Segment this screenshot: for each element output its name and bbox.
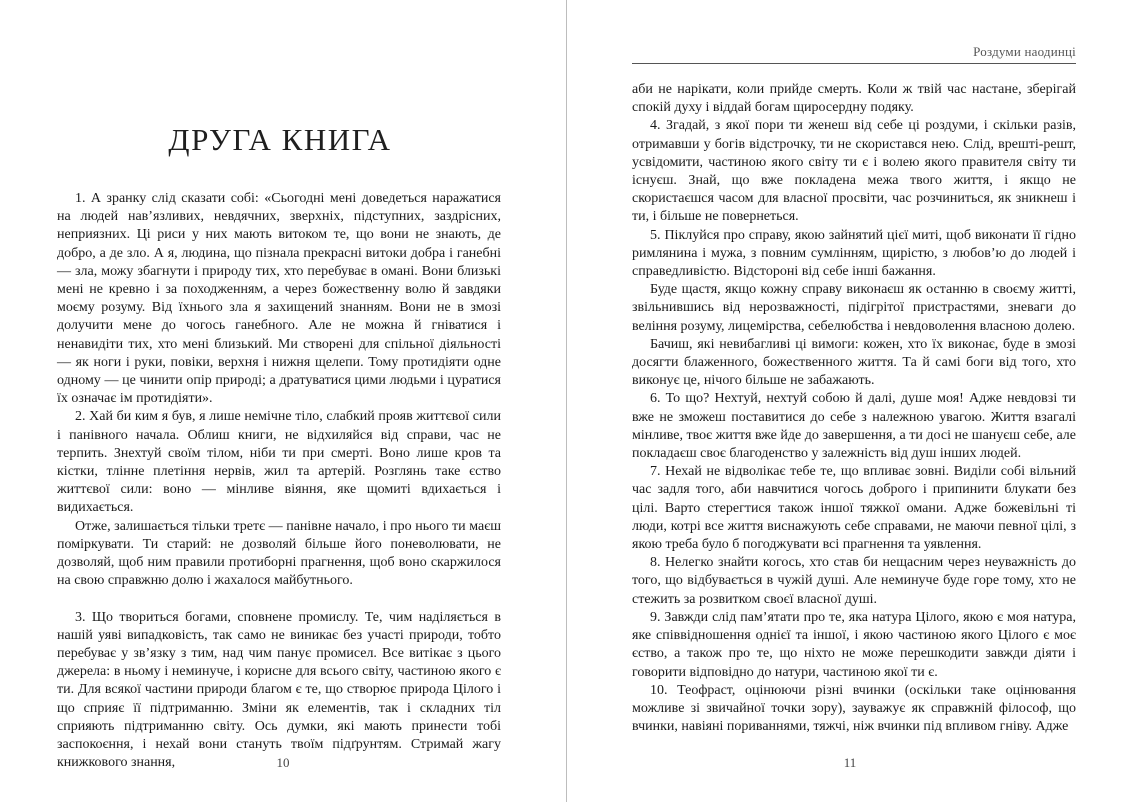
- paragraph: 1. А зранку слід сказати собі: «Сьогодні мені доведеться наражатися на людей нав’язливих, невдячних, зверхніх, підступних, заздрісних, неприязних. Ці риси у них мають витоком те, що вони не знають, де добро, а де зло. А я, людина, що пізнала прекрасні витоки добра і ганебні — зла, можу збагнути і природу тих, хто перебуває в омані. Вони близькі мені не кревно і за походженням, а через божественну волю й завдяки моєму розуму. Від їхнього зла я захищений знанням. Вони не в змозі долучити мене до чогось ганебного. Але не можна й гніватися і ненавидіти тих, хто мені близький. Ми створені для спільної діяльності — як ноги і руки, повіки, верхня і нижня щелепи. Тому протидіяти одне одному — це чинити опір природі; а дратуватися цими людьми і цуратися їх означає ім протидіяти».: [57, 191, 501, 407]
- right-page-text: [632, 81, 1076, 736]
- paragraph: 5. Піклуйся про справу, якою зайнятий цієї миті, щоб виконати її гідно римлянина і мужа, з повним сумлінням, щирістю, з любов’ю до людей і справедливістю. Відстороні від себе інші бажання.: [632, 227, 1076, 280]
- paragraph: Буде щастя, якщо кожну справу виконаєш як останню в своєму житті, звільнившись від нерозважності, підігрітої пристрастями, зневаги до веління розуму, лицемірства, себелюбства і невдоволення власною долею.: [632, 282, 1076, 334]
- left-page: [0, 0, 566, 802]
- page-number-left: 10: [276, 755, 290, 770]
- right-page: [567, 0, 1133, 802]
- paragraph: Отже, залишається тільки третє — панівне начало, і про нього ти маєш поміркувати. Ти старий: не дозволяй більше його поневолювати, не дозволяй, щоб ним правили протиборні прагнення, щоб воно скаржилося на свою справжню долю і жахалося майбутнього.: [57, 518, 501, 589]
- paragraph: 4. Згадай, з якої пори ти женеш від себе ці роздуми, і скільки разів, отримавши у богів відстрочку, ти не скористався нею. Слід, врешті-решт, усвідомити, частиною якого світу ти є і волею якого правителя світу ти існуєш. Знай, що вже покладена межа твого життя, і якщо не скористаєшся часом для власної просвіти, час розчиниться, як зникнеш і ти, і більше не повернеться.: [632, 118, 1076, 225]
- paragraph: 9. Завжди слід пам’ятати про те, яка натура Цілого, якою є моя натура, яке співвідношення однієї та іншої, і якою частиною якого Цілого є моє єство, а також про те, що ніхто не може перешкодити завжди діяти і говорити відповідно до натури, частиною якої ти є.: [632, 609, 1076, 680]
- paragraph: 8. Нелегко знайти когось, хто став би нещасним через неуважність до того, що відбувається в чужій душі. Але неминуче буде горе тому, хто не стежить за розвитком своєї власної душі.: [632, 555, 1076, 607]
- page-number-right: 11: [843, 755, 857, 770]
- paragraph: 3. Що твориться богами, сповнене промислу. Те, чим наділяється в нашій уяві випадковість, так само не виникає без участі природи, тобто перебуває у зв’язку з тим, над чим панує промисел. Все витікає з цього джерела: в ньому і неминуче, і корисне для всього світу, частиною якого є ти. Для всякої частини природи благом є те, що створює природа Цілого і що сприяє її підтриманню. Зміни як елементів, так і складних тіл сприяють підтриманню світу. Ось думки, які мають принести тобі заспокоєння, і нехай вони стануть твоїм підґрунтям. Стримай жагу книжкового знання,: [57, 609, 501, 771]
- paragraph: 2. Хай би ким я був, я лише немічне тіло, слабкий прояв життєвої сили і панівного начала. Облиш книги, не відхиляйся від справи, час не терпить. Знехтуй своїм тілом, ніби ти при смерті. Воно лише кров та кістки, тлінне плетіння нервів, жил та артерій. Розглянь таке єство життєвої сили: воно — мінливе віяння, яке щомиті вдихається і видихається.: [57, 409, 501, 516]
- paragraph: 7. Нехай не відволікає тебе те, що впливає зовні. Виділи собі вільний час задля того, аби навчитися чогось доброго і припинити блукати без цілі. Варто стерегтися також іншої тяжкої омани. Адже божевільні ті люди, котрі все життя виснажують себе справами, не маючи певної цілі, з якою треба було б погоджувати всі прагнення та уявлення.: [632, 464, 1076, 553]
- paragraph: 10. Теофраст, оцінюючи різні вчинки (оскільки таке оцінювання можливе зі звичайної точки зору), зауважує як справжній філософ, що вчинки, навіяні пориваннями, тяжчі, ніж вчинки під впливом гніву. Адже: [632, 682, 1076, 735]
- running-head: Роздуми наодинці: [632, 44, 1076, 64]
- paragraph: Бачиш, які невибагливі ці вимоги: кожен, хто їх виконає, буде в змозі досягти блаженного, божественного життя. Та й самі боги від того, хто виконує це, нічого більше не забажають.: [632, 336, 1076, 389]
- paragraph: аби не нарікати, коли прийде смерть. Коли ж твій час настане, зберігай спокій духу і віддай богам щиросердну подяку.: [632, 82, 1076, 116]
- left-page-text: [57, 190, 501, 772]
- paragraph: 6. То що? Нехтуй, нехтуй собою й далі, душе моя! Адже невдовзі ти вже не зможеш поставитися до себе з належною увагою. Життя взагалі мінливе, твоє життя вже йде до завершення, а ти досі не шануєш себе, але покладаєш своє благоденство у залежність від душ інших людей.: [632, 391, 1076, 462]
- book-title: ДРУГА КНИГА: [168, 122, 392, 157]
